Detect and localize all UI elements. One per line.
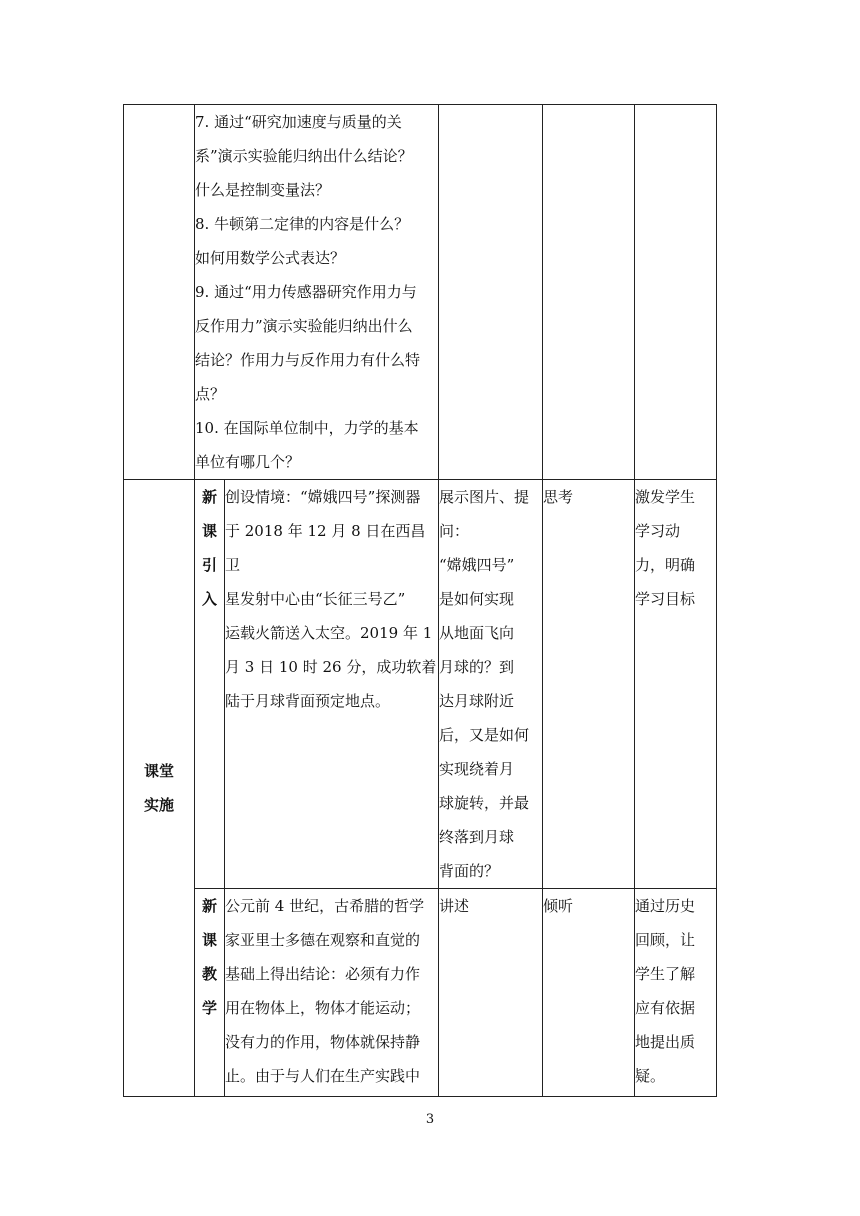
content-line: 家亚里士多德在观察和直觉的 bbox=[225, 931, 421, 949]
teacher-line: 月球的？到 bbox=[439, 658, 515, 676]
purpose-line: 力，明确 bbox=[635, 556, 696, 574]
question-line: 点？ bbox=[195, 385, 226, 403]
step-title-char: 教 bbox=[201, 965, 217, 983]
purpose-line: 疑。 bbox=[635, 1067, 666, 1085]
content-line: 公元前 4 世纪，古希腊的哲学 bbox=[225, 897, 425, 915]
teacher-line: 展示图片、提 bbox=[439, 488, 530, 506]
content-line: 止。由于与人们在生产实践中 bbox=[225, 1067, 421, 1085]
teacher-activity-cell bbox=[439, 480, 543, 889]
purpose-line: 学习动 bbox=[635, 522, 681, 540]
content-line: 没有力的作用，物体就保持静 bbox=[225, 1033, 421, 1051]
purpose-line: 激发学生 bbox=[635, 488, 696, 506]
section-title: 课堂 bbox=[143, 762, 174, 780]
blank-cell bbox=[543, 105, 635, 480]
step-title-char: 引 bbox=[201, 556, 217, 574]
page-number: 3 bbox=[425, 1112, 435, 1127]
student-line: 思考 bbox=[543, 488, 574, 506]
purpose-line: 回顾，让 bbox=[635, 931, 696, 949]
step-title-cell bbox=[195, 480, 225, 889]
lesson-plan-table bbox=[123, 104, 717, 1097]
blank-cell bbox=[124, 105, 195, 480]
content-line: 用在物体上，物体才能运动； bbox=[225, 999, 421, 1017]
teacher-activity-cell bbox=[439, 889, 543, 1097]
content-line: 于 2018 年 12 月 8 日在西昌卫 bbox=[225, 522, 426, 574]
student-activity-cell bbox=[543, 480, 635, 889]
table-row bbox=[124, 889, 717, 1097]
question-line: 8. 牛顿第二定律的内容是什么？ bbox=[195, 215, 410, 233]
blank-cell bbox=[635, 105, 717, 480]
teacher-line: “嫦娥四号” bbox=[439, 556, 515, 574]
table-row bbox=[124, 480, 717, 889]
teacher-line: 球旋转，并最 bbox=[439, 794, 530, 812]
question-line: 什么是控制变量法？ bbox=[195, 181, 331, 199]
student-line: 倾听 bbox=[543, 897, 574, 915]
teacher-line: 终落到月球 bbox=[439, 828, 515, 846]
teacher-line: 后，又是如何 bbox=[439, 726, 530, 744]
question-line: 7. 通过“研究加速度与质量的关 bbox=[195, 113, 402, 131]
content-line: 月 3 日 10 时 26 分，成功软着 bbox=[225, 658, 437, 676]
purpose-line: 地提出质 bbox=[635, 1033, 696, 1051]
content-cell bbox=[225, 480, 439, 889]
step-title-char: 新 bbox=[201, 488, 217, 506]
purpose-cell bbox=[635, 889, 717, 1097]
content-line: 陆于月球背面预定地点。 bbox=[225, 692, 391, 710]
student-activity-cell bbox=[543, 889, 635, 1097]
teacher-line: 问： bbox=[439, 522, 470, 540]
content-cell bbox=[225, 889, 439, 1097]
step-title-char: 学 bbox=[201, 999, 217, 1017]
question-line: 结论？作用力与反作用力有什么特 bbox=[195, 351, 421, 369]
content-line: 创设情境：“嫦娥四号”探测器 bbox=[225, 488, 421, 506]
question-line: 系”演示实验能归纳出什么结论？ bbox=[195, 147, 413, 165]
step-title-char: 课 bbox=[201, 522, 217, 540]
teacher-line: 是如何实现 bbox=[439, 590, 515, 608]
purpose-line: 通过历史 bbox=[635, 897, 696, 915]
teacher-line: 背面的？ bbox=[439, 862, 500, 880]
question-line: 9. 通过“用力传感器研究作用力与 bbox=[195, 283, 417, 301]
teacher-line: 讲述 bbox=[439, 897, 470, 915]
content-line: 基础上得出结论：必须有力作 bbox=[225, 965, 421, 983]
purpose-line: 学生了解 bbox=[635, 965, 696, 983]
purpose-line: 应有依据 bbox=[635, 999, 696, 1017]
question-line: 反作用力”演示实验能归纳出什么 bbox=[195, 317, 413, 335]
content-line: 星发射中心由“长征三号乙” bbox=[225, 590, 406, 608]
review-questions-cell bbox=[195, 105, 439, 480]
blank-cell bbox=[439, 105, 543, 480]
teacher-line: 实现绕着月 bbox=[439, 760, 515, 778]
question-line: 单位有哪几个？ bbox=[195, 453, 301, 471]
step-title-char: 新 bbox=[201, 897, 217, 915]
section-title-cell bbox=[124, 480, 195, 1097]
step-title-char: 入 bbox=[201, 590, 217, 608]
table-row bbox=[124, 105, 717, 480]
question-line: 如何用数学公式表达？ bbox=[195, 249, 346, 267]
teacher-line: 从地面飞向 bbox=[439, 624, 515, 642]
step-title-cell bbox=[195, 889, 225, 1097]
content-line: 运载火箭送入太空。2019 年 1 bbox=[225, 624, 433, 642]
question-line: 10. 在国际单位制中，力学的基本 bbox=[195, 419, 419, 437]
section-title: 实施 bbox=[143, 796, 174, 814]
purpose-line: 学习目标 bbox=[635, 590, 696, 608]
step-title-char: 课 bbox=[201, 931, 217, 949]
teacher-line: 达月球附近 bbox=[439, 692, 515, 710]
purpose-cell bbox=[635, 480, 717, 889]
